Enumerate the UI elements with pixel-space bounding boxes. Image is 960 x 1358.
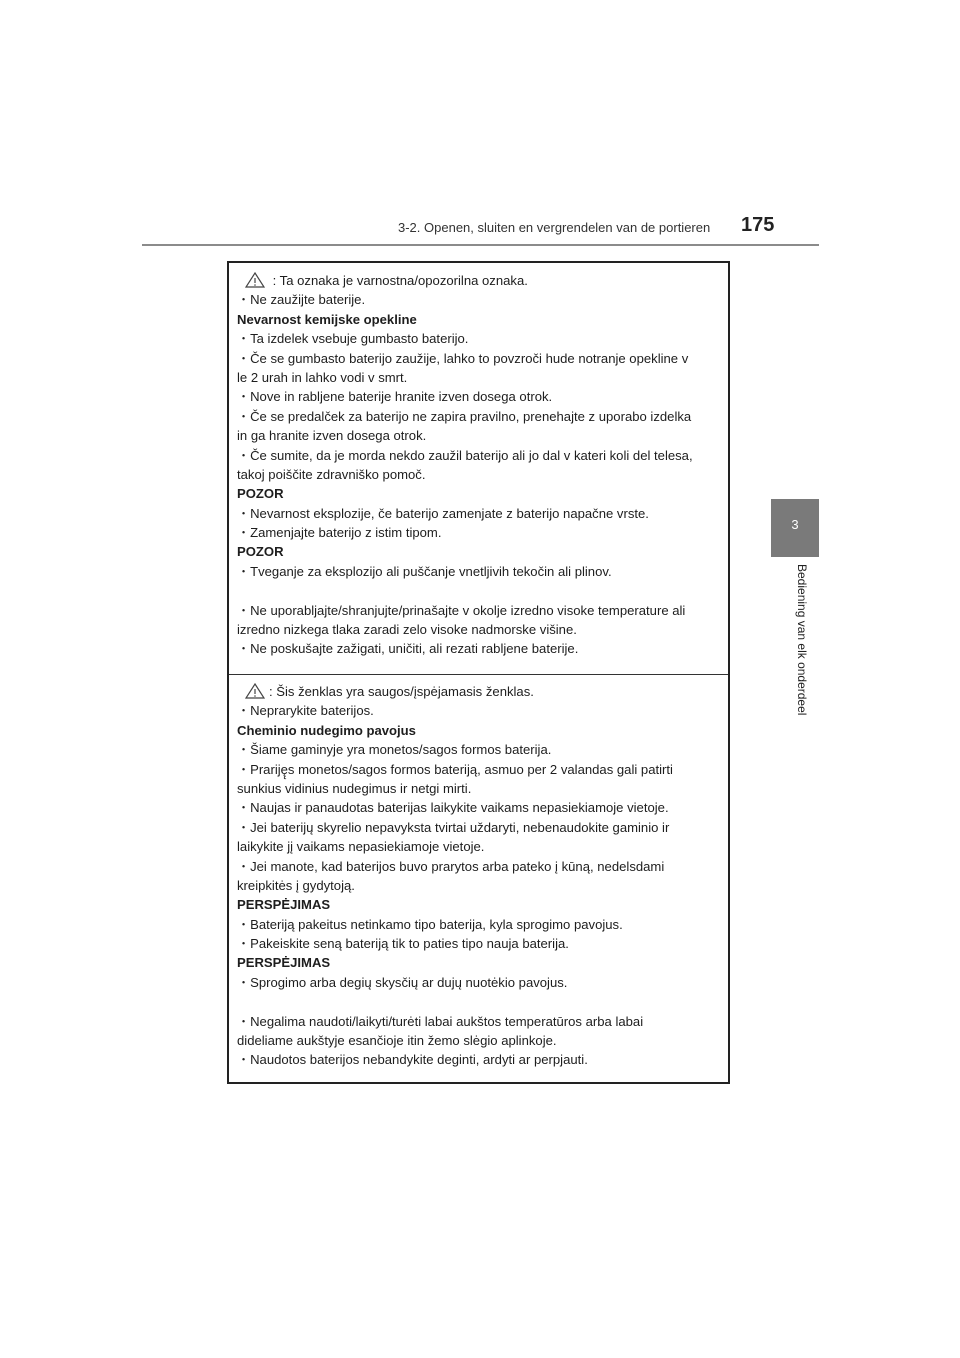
blank-line: [237, 581, 722, 600]
warning-section-slovenian: [229, 263, 728, 675]
section-breadcrumb: 3-2. Openen, sluiten en vergrendelen van de portieren: [398, 220, 711, 235]
warning-text-line: ・Zamenjajte baterijo z istim tipom.: [237, 525, 442, 541]
page-number: 175: [741, 214, 775, 236]
warning-text-line: ・Tveganje za eksplozijo ali puščanje vnetljivih tekočin ali plinov.: [237, 563, 612, 579]
warning-text-line: ・Ta izdelek vsebuje gumbasto baterijo.: [237, 331, 469, 347]
warning-text-line: ・Nevarnost eksplozije, če baterijo zamenjate z baterijo napačne vrste.: [237, 505, 649, 521]
warning-text-line: ・Ne uporabljajte/shranjujte/prinašajte v okolje izredno visoke temperature ali: [237, 602, 686, 618]
warning-text-line: ・Če se predalček za baterijo ne zapira pravilno, prenehajte z uporabo izdelka: [237, 408, 692, 424]
warning-text-line: kreipkitės į gydytoją.: [237, 877, 355, 893]
warning-text-line: dideliame aukštyje esančioje itin žemo slėgio aplinkoje.: [237, 1033, 557, 1049]
chapter-tab: [771, 499, 819, 557]
warning-text-line: ・Naudotos baterijos nebandykite deginti, ardyti ar perpjauti.: [237, 1052, 588, 1068]
warning-text-line: ・Nove in rabljene baterije hranite izven dosega otrok.: [237, 389, 553, 405]
battery-warning-box: [227, 261, 730, 1084]
warning-heading: [237, 682, 722, 701]
warning-subheading: POZOR: [237, 544, 284, 560]
warning-subheading: PERSPĖJIMAS: [237, 897, 331, 913]
warning-text-line: ・Negalima naudoti/laikyti/turėti labai aukštos temperatūros arba labai: [237, 1013, 644, 1029]
warning-heading-text: : Šis ženklas yra saugos/įspėjamasis ženklas.: [269, 684, 534, 699]
warning-text-line: ・Pakeiskite seną bateriją tik to paties tipo nauja baterija.: [237, 936, 569, 952]
warning-text-line: ・Ne poskušajte zažigati, uničiti, ali rezati rabljene baterije.: [237, 641, 579, 657]
warning-text-line: ・Ne zaužijte baterije.: [237, 292, 366, 308]
warning-subheading: POZOR: [237, 486, 284, 502]
warning-heading-text: : Ta oznaka je varnostna/opozorilna oznaka.: [269, 273, 528, 288]
warning-text-line: izredno nizkega tlaka zaradi zelo visoke nadmorske višine.: [237, 622, 577, 638]
warning-text-line: sunkius vidinius nudegimus ir netgi mirti.: [237, 780, 472, 796]
warning-heading: [237, 271, 722, 290]
warning-text-line: takoj poiščite zdravniško pomoč.: [237, 466, 426, 482]
warning-text-line: ・Šiame gaminyje yra monetos/sagos formos baterija.: [237, 742, 552, 758]
warning-text-line: ・Jei baterijų skyrelio nepavyksta tvirtai uždaryti, nebenaudokite gaminio ir: [237, 819, 670, 835]
warning-text-line: ・Jei manote, kad baterijos buvo prarytos arba pateko į kūną, nedelsdami: [237, 858, 665, 874]
warning-subheading: Nevarnost kemijske opekline: [237, 311, 417, 327]
blank-line: [237, 992, 722, 1011]
warning-subheading: Cheminio nudegimo pavojus: [237, 722, 416, 738]
warning-text-line: in ga hranite izven dosega otrok.: [237, 428, 427, 444]
chapter-side-label: Bediening van elk onderdeel: [795, 564, 809, 716]
warning-text-line: ・Če se gumbasto baterijo zaužije, lahko to povzroči hude notranje opekline v: [237, 350, 689, 366]
header-divider: [142, 244, 819, 246]
warning-text-line: le 2 urah in lahko vodi v smrt.: [237, 369, 408, 385]
warning-text-line: laikykite jį vaikams nepasiekiamoje vietoje.: [237, 839, 485, 855]
warning-text-line: ・Neprarykite baterijos.: [237, 703, 374, 719]
warning-subheading: PERSPĖJIMAS: [237, 955, 331, 971]
chapter-number: 3: [791, 517, 799, 532]
warning-text-line: ・Sprogimo arba degių skysčių ar dujų nuotėkio pavojus.: [237, 974, 568, 990]
warning-text-line: ・Prariję̨s monetos/sagos formos bateriją, asmuo per 2 valandas gali patirti: [237, 761, 673, 777]
warning-text-line: ・Bateriją pakeitus netinkamo tipo baterija, kyla sprogimo pavojus.: [237, 916, 623, 932]
warning-text-line: ・Naujas ir panaudotas baterijas laikykite vaikams nepasiekiamoje vietoje.: [237, 800, 669, 816]
warning-text-line: ・Če sumite, da je morda nekdo zaužil baterijo ali jo dal v kateri koli del telesa,: [237, 447, 693, 463]
